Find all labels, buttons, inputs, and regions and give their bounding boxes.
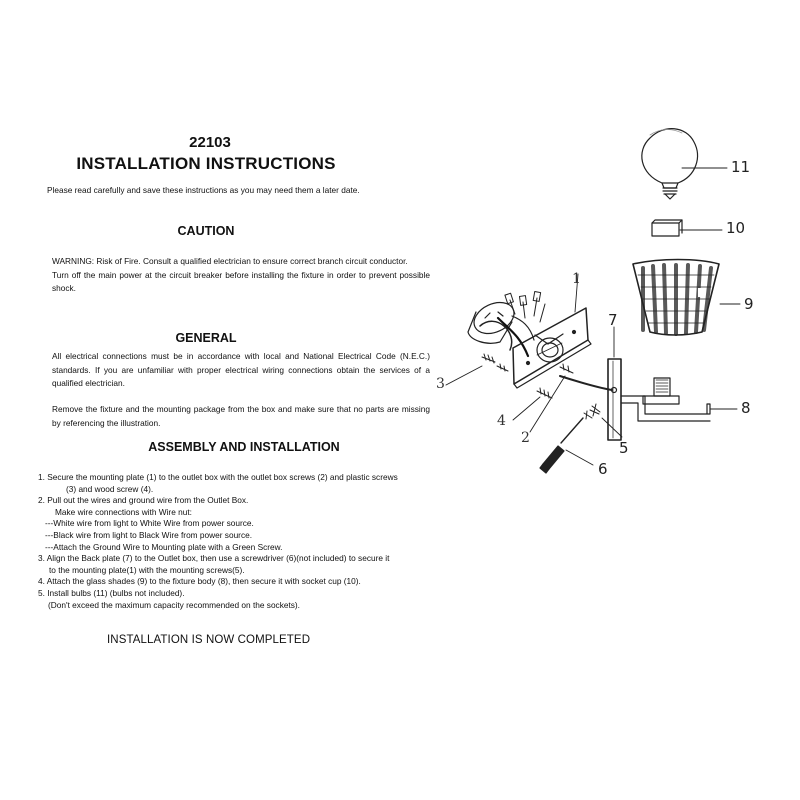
intro-text: Please read carefully and save these instructions as you may need them a later date. [47, 185, 360, 195]
leader-5 [602, 418, 622, 437]
step-line: 5. Install bulbs (11) (bulbs not included). [38, 587, 185, 598]
step-line: 3. Align the Back plate (7) to the Outlet box, then use a screwdriver (6)(not included) to secure it [38, 553, 390, 564]
callout-6: 6 [598, 460, 608, 478]
callout-10: 10 [726, 219, 746, 237]
fixture-body-part [621, 378, 710, 421]
socket-cup-part [652, 220, 682, 236]
outlet-box-screws-part [560, 364, 573, 373]
step-line: ---Black wire from light to Black Wire from power source. [45, 529, 253, 540]
step-line: (Don't exceed the maximum capacity recommended on the sockets). [48, 599, 300, 610]
step-line: 4. Attach the glass shades (9) to the fixture body (8), then secure it with socket cup (10). [38, 576, 361, 587]
step-line: 1. Secure the mounting plate (1) to the outlet box with the outlet box screws (2) and plastic screws [38, 472, 398, 482]
ground-wire [560, 376, 612, 390]
callout-9: 9 [744, 295, 754, 313]
step-line: (3) and wood screw (4). [66, 483, 154, 494]
screwdriver-part [540, 418, 583, 473]
general-heading: GENERAL [175, 331, 237, 345]
callout-3: 3 [436, 376, 445, 392]
callout-2: 2 [521, 430, 530, 446]
caution-heading: CAUTION [177, 224, 235, 238]
glass-shade-part [633, 260, 719, 336]
wood-screw-part [537, 388, 552, 398]
callout-5: 5 [619, 439, 629, 457]
leader-4 [513, 397, 540, 420]
callout-8: 8 [741, 399, 751, 417]
model-number: 22103 [189, 134, 231, 151]
general-remove-text: Remove the fixture and the mounting package from the box and make sure that no parts are missing by referencing the illustration. [52, 404, 430, 428]
callout-1: 1 [572, 271, 581, 287]
callout-11: 11 [731, 158, 751, 176]
assembly-heading: ASSEMBLY AND INSTALLATION [148, 440, 340, 454]
step-line: to the mounting plate(1) with the mounting screws(5). [49, 564, 245, 575]
warning-text: WARNING: Risk of Fire. Consult a qualified electrician to ensure correct branch circuit conductor. [52, 256, 408, 266]
page-title: INSTALLATION INSTRUCTIONS [76, 154, 336, 173]
completed-text: INSTALLATION IS NOW COMPLETED [107, 634, 311, 646]
step-line: Make wire connections with Wire nut: [55, 506, 192, 517]
mounting-screws-part [584, 404, 600, 419]
leader-3 [446, 366, 482, 385]
general-electrical-text: All electrical connections must be in accordance with local and National Electrical Code (N.E.C.) standards. If you are unfamiliar with proper electrical wiring connections obtain the services of a qualified electrician. [52, 351, 430, 388]
leader-6 [566, 450, 593, 465]
step-line: ---Attach the Ground Wire to Mounting plate with a Green Screw. [45, 541, 283, 552]
plastic-screws-part [482, 354, 508, 371]
callout-7: 7 [608, 311, 618, 329]
leader-2 [530, 376, 565, 432]
callout-4: 4 [497, 413, 506, 429]
power-notice-text: Turn off the main power at the circuit breaker before installing the fixture in order to prevent possible shock. [52, 269, 430, 293]
back-plate-part [608, 359, 621, 440]
step-line: 2. Pull out the wires and ground wire from the Outlet Box. [38, 495, 249, 506]
step-line: ---White wire from light to White Wire from power source. [45, 518, 254, 529]
bulb-part [642, 129, 698, 199]
